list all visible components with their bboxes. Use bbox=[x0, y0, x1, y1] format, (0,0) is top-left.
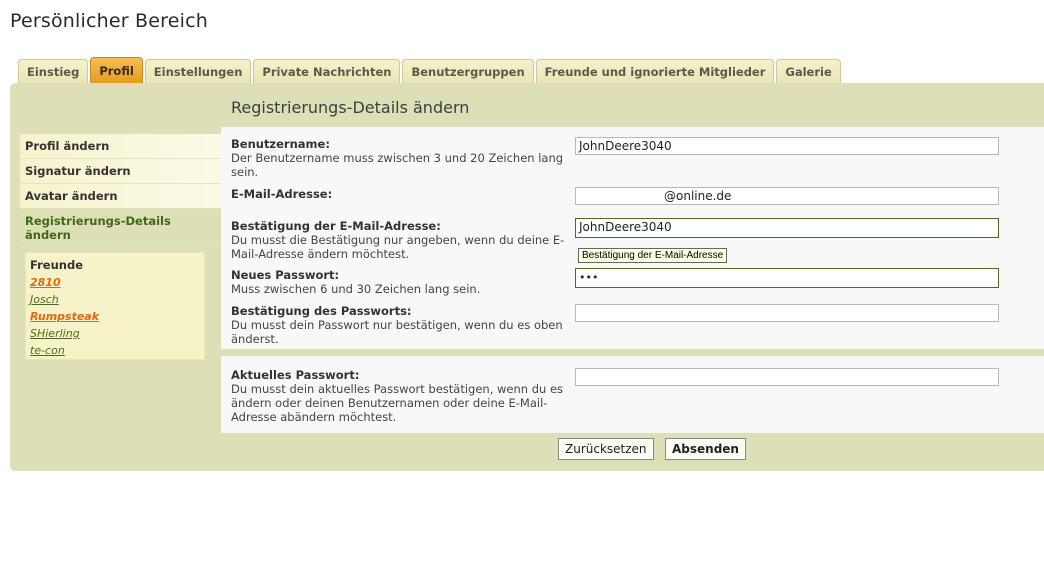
tab-einstellungen[interactable]: Einstellungen bbox=[145, 59, 252, 84]
username-hint: Der Benutzername muss zwischen 3 und 20 Zeichen lang sein. bbox=[231, 151, 564, 179]
new-password-hint: Muss zwischen 6 und 30 Zeichen lang sein. bbox=[231, 282, 481, 296]
email-confirm-row bbox=[231, 219, 571, 261]
email-confirm-hint: Du musst die Bestätigung nur angeben, wenn du deine E-Mail-Adresse ändern möchtest. bbox=[231, 233, 565, 261]
current-password-section bbox=[221, 356, 1044, 433]
submenu-item-signatur-aendern[interactable]: Signatur ändern bbox=[20, 159, 221, 184]
tab-private-nachrichten[interactable]: Private Nachrichten bbox=[253, 59, 400, 84]
submenu-item-profil-aendern[interactable]: Profil ändern bbox=[20, 134, 221, 159]
password-confirm-label: Bestätigung des Passworts: bbox=[231, 304, 412, 318]
current-password-hint: Du musst dein aktuelles Passwort bestätigen, wenn du es ändern oder deinen Benutzernamen oder deine E-Mail-Adresse abändern möchtest. bbox=[231, 382, 564, 424]
password-confirm-row bbox=[231, 304, 571, 346]
friend-link[interactable]: te-con bbox=[30, 344, 65, 357]
tab-freunde-ignorierte[interactable]: Freunde und ignorierte Mitglieder bbox=[536, 59, 775, 84]
tab-einstieg[interactable]: Einstieg bbox=[18, 59, 88, 84]
friend-link[interactable]: 2810 bbox=[30, 276, 61, 289]
password-confirm-hint: Du musst dein Passwort nur bestätigen, wenn du es oben änderst. bbox=[231, 318, 563, 346]
registration-form bbox=[221, 127, 1044, 349]
username-input[interactable]: JohnDeere3040 bbox=[575, 137, 999, 155]
tab-benutzergruppen[interactable]: Benutzergruppen bbox=[402, 59, 533, 84]
submit-button[interactable]: Absenden bbox=[665, 438, 746, 460]
new-password-input[interactable]: ••• bbox=[575, 268, 999, 288]
email-confirm-label: Bestätigung der E-Mail-Adresse: bbox=[231, 219, 441, 233]
current-password-label: Aktuelles Passwort: bbox=[231, 368, 360, 382]
current-password-row bbox=[231, 368, 571, 424]
tab-bar bbox=[18, 57, 843, 84]
tab-profil[interactable]: Profil bbox=[90, 57, 142, 84]
friends-box bbox=[25, 252, 205, 360]
content-panel bbox=[10, 83, 1044, 471]
current-password-input[interactable] bbox=[575, 368, 999, 386]
email-row bbox=[231, 187, 571, 201]
page-title: Persönlicher Bereich bbox=[10, 10, 209, 32]
email-input[interactable]: @online.de bbox=[575, 187, 999, 205]
profile-submenu bbox=[20, 134, 221, 248]
friend-link[interactable]: SHierling bbox=[30, 327, 80, 340]
email-label: E-Mail-Adresse: bbox=[231, 187, 333, 201]
submenu-item-registrierungs-details[interactable]: Registrierungs-Details ändern bbox=[20, 209, 221, 248]
email-confirm-input[interactable]: JohnDeere3040 bbox=[575, 218, 999, 238]
password-confirm-input[interactable] bbox=[575, 304, 999, 322]
username-label: Benutzername: bbox=[231, 137, 330, 151]
friends-title: Freunde bbox=[30, 258, 83, 272]
friend-link[interactable]: Rumpsteak bbox=[30, 310, 100, 323]
submenu-item-avatar-aendern[interactable]: Avatar ändern bbox=[20, 184, 221, 209]
reset-button[interactable]: Zurücksetzen bbox=[558, 438, 654, 460]
friend-link[interactable]: Josch bbox=[30, 293, 59, 306]
section-heading: Registrierungs-Details ändern bbox=[231, 98, 470, 117]
new-password-row bbox=[231, 268, 571, 296]
username-row bbox=[231, 137, 571, 179]
new-password-label: Neues Passwort: bbox=[231, 268, 340, 282]
email-confirm-tooltip: Bestätigung der E-Mail-Adresse bbox=[578, 248, 727, 263]
tab-galerie[interactable]: Galerie bbox=[776, 59, 840, 84]
